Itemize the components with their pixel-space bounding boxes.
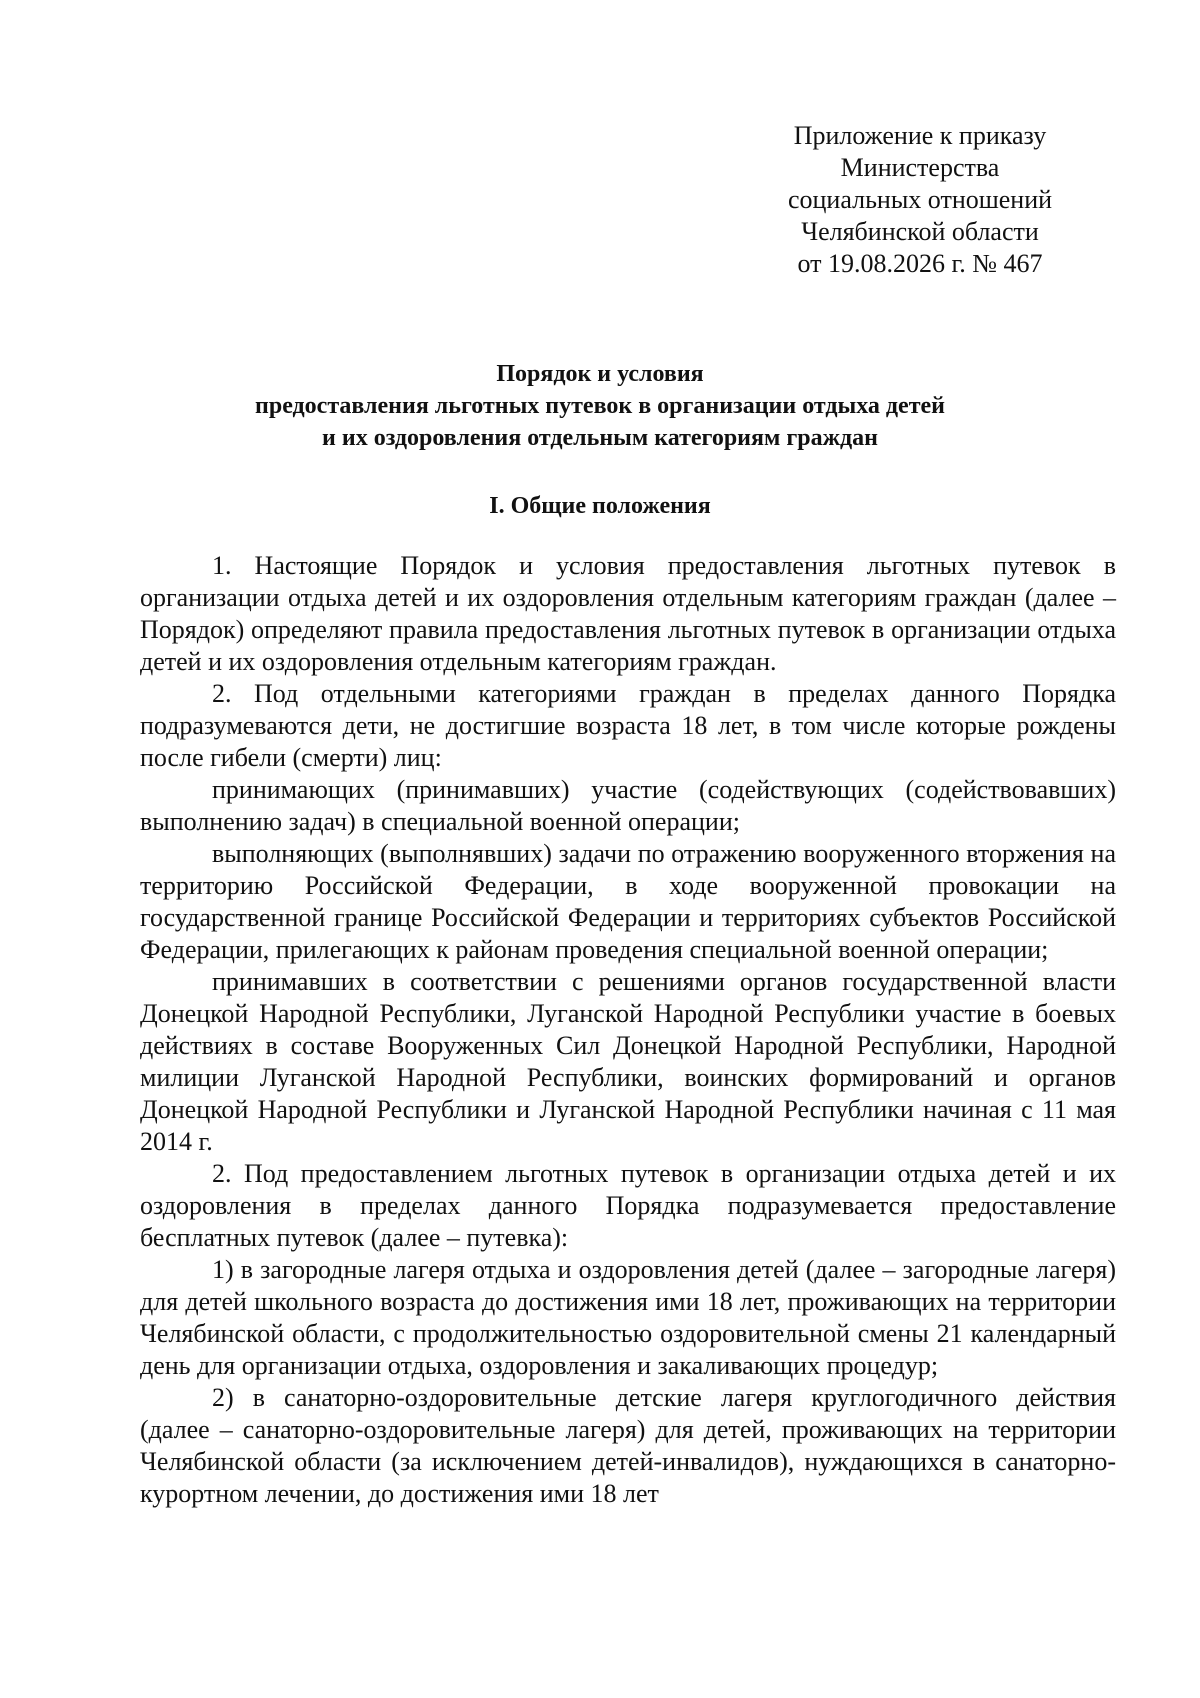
document-title bbox=[120, 358, 1080, 454]
approval-line: Министерства bbox=[840, 153, 1000, 182]
title-line: предоставления льготных путевок в организации отдыха детей bbox=[255, 393, 945, 419]
paragraph: 1. Настоящие Порядок и условия предоставления льготных путевок в организации отдыха детей и их оздоровления отдельным категориям граждан (далее – Порядок) определяют правила предоставления льготных путевок в организации отдыха детей и их оздоровления отдельным категориям граждан. bbox=[140, 551, 1116, 676]
paragraph: 2. Под предоставлением льготных путевок в организации отдыха детей и их оздоровления в пределах данного Порядка подразумевается предоставление бесплатных путевок (далее – путевка): bbox=[140, 1159, 1116, 1252]
approval-line: Приложение к приказу bbox=[793, 121, 1047, 150]
section-heading: I. Общие положения bbox=[489, 493, 711, 519]
approval-line: Челябинской области bbox=[801, 217, 1039, 246]
approval-line: социальных отношений bbox=[787, 185, 1053, 214]
paragraph: выполняющих (выполнявших) задачи по отражению вооруженного вторжения на территорию Российской Федерации, в ходе вооруженной провокации на государственной границе Российской Федерации и территориях субъектов Российской Федерации, прилегающих к районам проведения специальной военной операции; bbox=[140, 839, 1116, 964]
approval-block bbox=[760, 120, 1080, 280]
approval-date-number: от 19.08.2026 г. № 467 bbox=[797, 249, 1043, 278]
paragraph: принимавших в соответствии с решениями органов государственной власти Донецкой Народной Республики, Луганской Народной Республики участие в боевых действиях в составе Вооруженных Сил Донецкой Народной Республики, Народной милиции Луганской Народной Республики, воинских формирований и органов Донецкой Народной Республики и Луганской Народной Республики начиная с 11 мая 2014 г. bbox=[140, 967, 1116, 1156]
paragraph: 1) в загородные лагеря отдыха и оздоровления детей (далее – загородные лагеря) для детей школьного возраста до достижения ими 18 лет, проживающих на территории Челябинской области, с продолжительностью оздоровительной смены 21 календарный день для организации отдыха, оздоровления и закаливающих процедур; bbox=[140, 1255, 1116, 1380]
body-text bbox=[140, 550, 1116, 1510]
paragraph: принимающих (принимавших) участие (содействующих (содействовавших) выполнению задач) в специальной военной операции; bbox=[140, 775, 1116, 836]
paragraph: 2) в санаторно-оздоровительные детские лагеря круглогодичного действия (далее – санаторно-оздоровительные лагеря) для детей, проживающих на территории Челябинской области (за исключением детей-инвалидов), нуждающихся в санаторно-курортном лечении, до достижения ими 18 лет bbox=[140, 1383, 1116, 1508]
paragraph: 2. Под отдельными категориями граждан в пределах данного Порядка подразумеваются дети, не достигшие возраста 18 лет, в том числе которые рождены после гибели (смерти) лиц: bbox=[140, 679, 1116, 772]
title-line: Порядок и условия bbox=[496, 361, 704, 387]
title-line: и их оздоровления отдельным категориям граждан bbox=[322, 425, 878, 451]
